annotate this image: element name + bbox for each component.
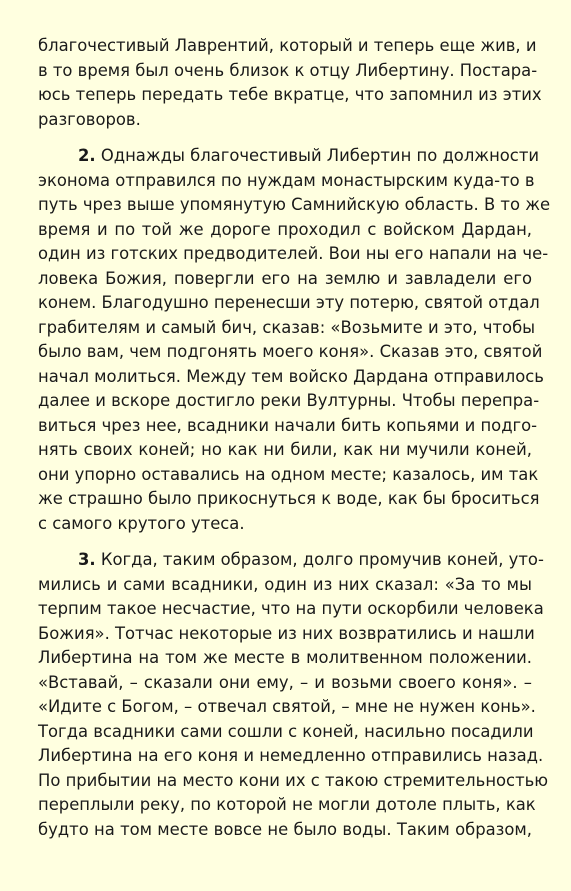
paragraph-3 — [38, 548, 549, 842]
text-line-first — [38, 144, 540, 169]
text-line: По прибытии на место кони их с такою стремительностью — [38, 770, 549, 790]
text-line: Либертина на том же месте в молитвенном положении. — [38, 648, 532, 667]
text-line: терпим такое несчастие, что на пути оскорбили человека — [38, 599, 544, 618]
text-line: начал молиться. Между тем войско Дардана отправилось — [38, 366, 544, 386]
text-line: было вам, чем подгонять моего коня». Сказав это, святой — [38, 342, 543, 361]
text-line: один из готских предводителей. Вои ны его напали на че- — [38, 244, 549, 263]
text-line: в то время был очень близок к отцу Либертину. Постара- — [38, 60, 538, 80]
text-line-first — [38, 548, 544, 573]
text-line: время и по той же дороге проходил с войском Дардан, — [38, 219, 532, 239]
text-line: «Идите с Богом, – отвечал святой, – мне не нужен конь». — [38, 697, 536, 716]
text-line: эконома отправился по нуждам монастырским куда-то в — [38, 170, 535, 190]
text-line-content: Когда, таким образом, долго промучив коней, уто- — [95, 550, 544, 569]
text-line: Либертина на его коня и немедленно отправились назад. — [38, 746, 544, 765]
text-line: разговоров. — [38, 109, 141, 129]
paragraph-1 — [38, 34, 542, 132]
text-line: они упорно оставались на одном месте; казалось, им так — [38, 464, 539, 484]
text-line: Тогда всадники сами сошли с коней, насильно посадили — [38, 721, 534, 741]
text-line: нять своих коней; но как ни били, как ни мучили коней, — [38, 440, 532, 459]
text-line: с самого крутого утеса. — [38, 513, 245, 533]
text-line-content: Однажды благочестивый Либертин по должности — [95, 146, 540, 165]
paragraph-number: 2. — [78, 146, 96, 165]
text-line: грабителям и самый бич, сказав: «Возьмите и это, чтобы — [38, 317, 536, 337]
text-line: благочестивый Лаврентий, который и теперь еще жив, и — [38, 36, 537, 55]
text-line: ловека Божия, повергли его на землю и завладели его — [38, 268, 532, 288]
book-page — [38, 34, 551, 842]
text-line: юсь теперь передать тебе вкратце, что запомнил из этих — [38, 85, 542, 104]
text-line: же страшно было прикоснуться к воде, как бы броситься — [38, 489, 540, 508]
text-line: путь чрез выше упомянутую Самнийскую область. В то же — [38, 195, 551, 214]
text-line: переплыли реку, по которой не могли дотоле плыть, как — [38, 795, 536, 814]
text-line: конем. Благодушно перенесши эту потерю, святой отдал — [38, 293, 540, 312]
text-line: далее и вскоре достигло реки Вултурны. Чтобы перепра- — [38, 391, 540, 410]
paragraph-2 — [38, 144, 551, 536]
text-line: будто на том месте вовсе не было воды. Таким образом, — [38, 819, 532, 839]
text-line: виться чрез нее, всадники начали бить копьями и подго- — [38, 415, 538, 435]
text-line: Божия». Тотчас некоторые из них возвратились и нашли — [38, 623, 535, 643]
text-line: «Вставай, – сказали они ему, – и возьми своего коня». – — [38, 672, 532, 692]
text-line: мились и сами всадники, один из них сказал: «За то мы — [38, 574, 532, 594]
paragraph-number: 3. — [78, 550, 96, 569]
